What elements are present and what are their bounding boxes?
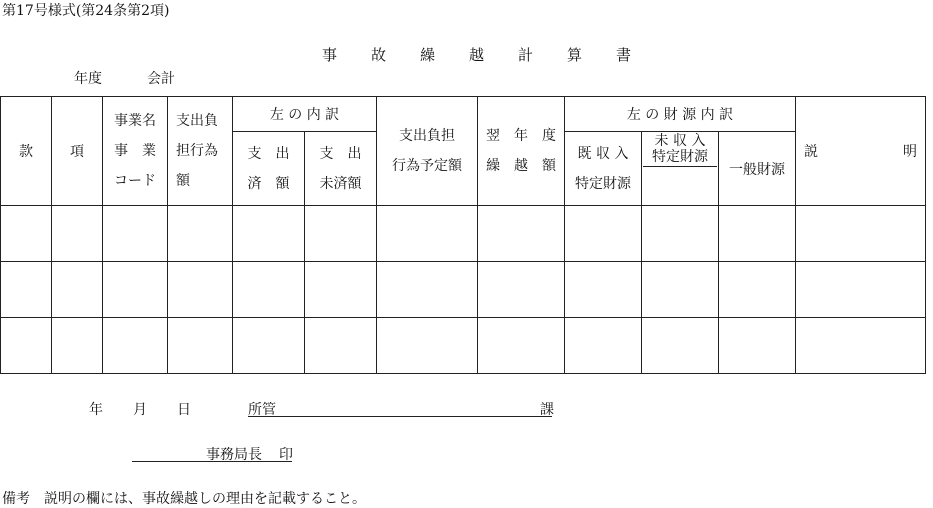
table-cell[interactable] xyxy=(168,318,233,374)
header-zaigen-breakdown: 左 の 財 源 内 訳 xyxy=(565,97,796,132)
header-setsumei xyxy=(796,97,926,206)
title-char: 書 xyxy=(616,46,632,64)
header-mishu-tokutei xyxy=(642,132,719,206)
table-cell[interactable] xyxy=(168,262,233,318)
table-cell[interactable] xyxy=(305,206,377,262)
title-char: 事 xyxy=(322,46,338,64)
header-jigyou-line2: 事 業 xyxy=(114,143,156,159)
table-cell[interactable] xyxy=(642,206,719,262)
table-cell[interactable] xyxy=(103,206,168,262)
table-cell[interactable] xyxy=(565,262,642,318)
header-kou: 項 xyxy=(52,97,103,206)
header-left-breakdown: 左 の 内 訳 xyxy=(233,97,377,132)
table-cell[interactable] xyxy=(52,262,103,318)
table-cell[interactable] xyxy=(377,318,478,374)
section-label: 課 xyxy=(540,402,554,418)
date-month: 月 xyxy=(133,402,147,418)
table-row xyxy=(1,206,926,262)
title-char: 越 xyxy=(469,46,485,64)
carryover-table xyxy=(0,96,926,374)
title-char: 計 xyxy=(518,46,534,64)
director-title: 事務局長 xyxy=(206,447,262,463)
table-cell[interactable] xyxy=(168,206,233,262)
remarks-note: 備考 説明の欄には、事故繰越しの理由を記載すること。 xyxy=(2,491,366,507)
table-row xyxy=(1,318,926,374)
header-jigyou-line1: 事業名 xyxy=(114,113,156,129)
table-cell[interactable] xyxy=(233,318,305,374)
header-futan-line1: 支出負 xyxy=(176,113,218,129)
header-mizumi-line2: 未済額 xyxy=(319,175,362,192)
header-kishu-line1: 既 収 入 xyxy=(577,145,629,162)
table-cell[interactable] xyxy=(52,318,103,374)
header-shishutsu-mizumi xyxy=(305,132,377,206)
header-jigyou-code xyxy=(103,97,168,206)
header-yotei-line1: 支出負担 xyxy=(399,128,455,144)
fiscal-year-label: 年度 xyxy=(74,71,102,87)
table-cell[interactable] xyxy=(103,262,168,318)
table-cell[interactable] xyxy=(1,262,52,318)
header-mishu-line1: 未 収 入 xyxy=(654,133,706,149)
header-shishutsu-zumi xyxy=(233,132,305,206)
table-cell[interactable] xyxy=(565,206,642,262)
table-cell[interactable] xyxy=(642,262,719,318)
title-char: 算 xyxy=(567,46,583,64)
table-cell[interactable] xyxy=(377,206,478,262)
header-setsumei-1: 説 xyxy=(804,144,818,160)
header-futan-koui xyxy=(168,97,233,206)
date-year: 年 xyxy=(89,402,103,418)
table-cell[interactable] xyxy=(1,318,52,374)
account-label: 会計 xyxy=(147,71,175,87)
header-mizumi-line1: 支 出 xyxy=(319,145,362,162)
table-cell[interactable] xyxy=(103,318,168,374)
table-cell[interactable] xyxy=(719,206,796,262)
title-char: 故 xyxy=(371,46,387,64)
table-cell[interactable] xyxy=(719,318,796,374)
header-yokunendo-line1: 翌 年 度 xyxy=(486,128,556,144)
table-cell[interactable] xyxy=(565,318,642,374)
header-jigyou-line3: コード xyxy=(114,173,156,189)
header-mishu-line2: 特定財源 xyxy=(652,149,708,165)
form-number: 第17号様式(第24条第2項) xyxy=(2,3,170,19)
header-kishu-line2: 特定財源 xyxy=(575,175,631,192)
header-yokunendo xyxy=(478,97,565,206)
date-day: 日 xyxy=(177,402,191,418)
jurisdiction-label: 所管 xyxy=(248,402,276,418)
header-setsumei-2: 明 xyxy=(903,144,917,160)
header-yotei-line2: 行為予定額 xyxy=(392,158,462,174)
table-cell[interactable] xyxy=(796,206,926,262)
header-yokunendo-line2: 繰 越 額 xyxy=(486,158,556,174)
table-cell[interactable] xyxy=(796,318,926,374)
header-futan-line3: 額 xyxy=(176,173,190,189)
table-cell[interactable] xyxy=(478,262,565,318)
table-cell[interactable] xyxy=(233,262,305,318)
table-cell[interactable] xyxy=(233,206,305,262)
table-cell[interactable] xyxy=(52,206,103,262)
table-cell[interactable] xyxy=(719,262,796,318)
header-kan: 款 xyxy=(1,97,52,206)
jurisdiction-underline xyxy=(248,416,552,417)
header-zumi-line2: 済 額 xyxy=(247,175,290,192)
seal-label: 印 xyxy=(279,447,293,463)
table-cell[interactable] xyxy=(1,206,52,262)
header-futan-yotei xyxy=(377,97,478,206)
table-cell[interactable] xyxy=(796,262,926,318)
header-kishu-tokutei xyxy=(565,132,642,206)
table-body xyxy=(1,206,926,374)
table-row xyxy=(1,262,926,318)
table-cell[interactable] xyxy=(478,318,565,374)
header-ippan-zaigen: 一般財源 xyxy=(719,132,796,206)
title-char: 繰 xyxy=(420,46,436,64)
document-title xyxy=(322,44,665,65)
table-cell[interactable] xyxy=(478,206,565,262)
header-zumi-line1: 支 出 xyxy=(247,145,290,162)
table-cell[interactable] xyxy=(642,318,719,374)
table-cell[interactable] xyxy=(305,262,377,318)
table-cell[interactable] xyxy=(377,262,478,318)
table-cell[interactable] xyxy=(305,318,377,374)
header-futan-line2: 担行為 xyxy=(176,143,218,159)
